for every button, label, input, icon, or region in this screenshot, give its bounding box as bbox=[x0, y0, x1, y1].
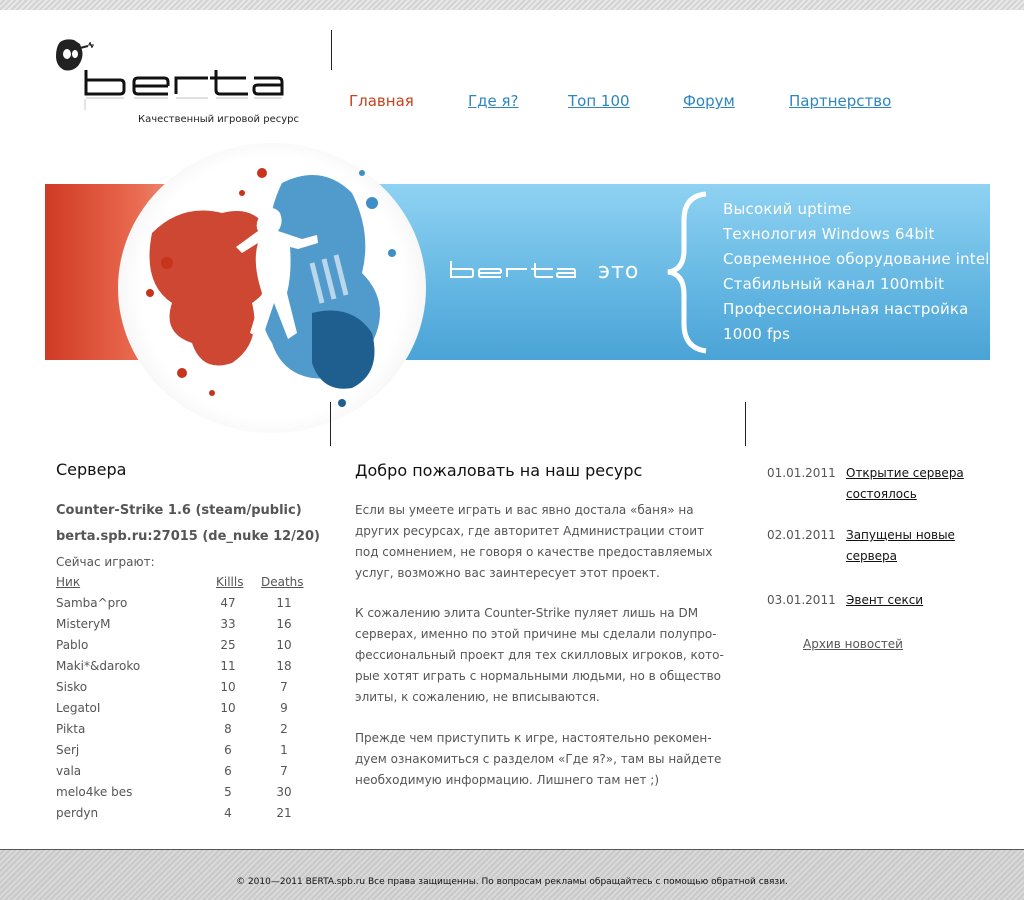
nav-partnership[interactable]: Партнерство bbox=[789, 92, 892, 110]
site-tagline: Качественный игровой ресурс bbox=[138, 114, 299, 125]
player-name: Sisko bbox=[56, 680, 88, 694]
player-kills: 5 bbox=[224, 785, 232, 799]
player-row bbox=[56, 743, 316, 764]
welcome-line: К сожалению элита Counter-Strike пуляет лишь на DM bbox=[355, 606, 699, 620]
welcome-line: элиты, к сожалению, не вписываются. bbox=[355, 690, 600, 704]
news-title-line: Открытие сервера bbox=[846, 466, 964, 480]
player-row bbox=[56, 785, 316, 806]
banner-splash-image bbox=[112, 143, 432, 433]
player-deaths: 2 bbox=[280, 722, 288, 736]
news-archive-link[interactable]: Архив новостей bbox=[803, 637, 903, 651]
player-kills: 10 bbox=[220, 680, 236, 694]
top-stripe bbox=[0, 0, 1024, 10]
nav-forum[interactable]: Форум bbox=[683, 92, 735, 110]
player-name: vala bbox=[56, 764, 82, 778]
footer-text: © 2010—2011 BERTA.spb.ru Все права защищенны. По вопросам рекламы обращайтесь с помощью обратной связи. bbox=[236, 877, 788, 887]
site-logo[interactable] bbox=[54, 38, 304, 130]
welcome-line: фессиональный проект для тех скилловых игроков, кото- bbox=[355, 648, 724, 662]
welcome-line: Прежде чем приступить к игре, настоятельно рекомен- bbox=[355, 731, 712, 745]
welcome-line: необходимую информацию. Лишнего там нет ;) bbox=[355, 773, 660, 787]
player-name: Samba^pro bbox=[56, 596, 128, 610]
player-deaths: 10 bbox=[276, 638, 292, 652]
player-kills: 33 bbox=[220, 617, 236, 631]
player-row bbox=[56, 701, 316, 722]
welcome-line: других ресурсах, где авторитет Администрации стоит bbox=[355, 524, 705, 538]
player-deaths: 9 bbox=[280, 701, 288, 715]
nav-top100[interactable]: Топ 100 bbox=[568, 92, 630, 110]
nav-where-am-i[interactable]: Где я? bbox=[468, 92, 519, 110]
player-name: MisteryM bbox=[56, 617, 111, 631]
servers-title: Сервера bbox=[56, 460, 127, 479]
nav-home[interactable]: Главная bbox=[349, 92, 414, 110]
welcome-section bbox=[355, 461, 735, 787]
player-name: melo4ke bes bbox=[56, 785, 133, 799]
banner-features bbox=[723, 197, 990, 347]
player-kills: 8 bbox=[224, 722, 232, 736]
welcome-line: рые хотят играть с нормальными людьми, но в общество bbox=[355, 669, 721, 683]
player-row bbox=[56, 764, 316, 785]
player-deaths: 7 bbox=[280, 764, 288, 778]
player-kills: 6 bbox=[224, 764, 232, 778]
player-name: perdyn bbox=[56, 806, 99, 820]
player-row bbox=[56, 596, 316, 617]
player-deaths: 21 bbox=[276, 806, 292, 820]
column-header-deaths[interactable]: Deaths bbox=[261, 575, 304, 589]
player-kills: 4 bbox=[224, 806, 232, 820]
player-kills: 47 bbox=[220, 596, 236, 610]
feature-item: 1000 fps bbox=[723, 325, 791, 343]
feature-item: Технология Windows 64bit bbox=[723, 225, 935, 243]
players-table bbox=[56, 575, 316, 827]
player-kills: 25 bbox=[220, 638, 236, 652]
player-row bbox=[56, 806, 316, 827]
news-date: 03.01.2011 bbox=[767, 593, 836, 607]
feature-item: Профессиональная настройка bbox=[723, 300, 969, 318]
player-kills: 6 bbox=[224, 743, 232, 757]
player-deaths: 18 bbox=[276, 659, 292, 673]
feature-item: Современное оборудование intel bbox=[723, 250, 990, 268]
player-deaths: 7 bbox=[280, 680, 288, 694]
player-row bbox=[56, 638, 316, 659]
news-link[interactable] bbox=[846, 525, 955, 567]
welcome-line: Если вы умеете играть и вас явно достала «баня» на bbox=[355, 503, 694, 517]
welcome-line: услуг, возможно вас заинтересует этот проект. bbox=[355, 566, 660, 580]
banner-eto: это bbox=[598, 259, 640, 284]
player-row bbox=[56, 659, 316, 680]
player-deaths: 30 bbox=[276, 785, 292, 799]
player-kills: 11 bbox=[220, 659, 236, 673]
news-date: 01.01.2011 bbox=[767, 466, 836, 480]
player-name: Pikta bbox=[56, 722, 86, 736]
player-kills: 10 bbox=[220, 701, 236, 715]
welcome-title: Добро пожаловать на наш ресурс bbox=[355, 461, 643, 480]
player-deaths: 16 bbox=[276, 617, 292, 631]
player-name: Maki*&daroko bbox=[56, 659, 141, 673]
banner-brace bbox=[662, 190, 710, 355]
news-title-line: сервера bbox=[846, 549, 898, 563]
player-row bbox=[56, 680, 316, 701]
banner-berta-logo bbox=[449, 259, 579, 285]
divider-right bbox=[745, 402, 746, 446]
news-link[interactable] bbox=[846, 463, 964, 505]
player-row bbox=[56, 617, 316, 638]
counter-strike-splash-icon bbox=[112, 143, 432, 433]
player-deaths: 11 bbox=[276, 596, 292, 610]
column-header-kills[interactable]: Killls bbox=[216, 575, 244, 589]
main-nav bbox=[0, 92, 1024, 112]
news-title-line: состоялось bbox=[846, 487, 917, 501]
welcome-line: серверах, именно по этой причине мы сделали полупро- bbox=[355, 627, 717, 641]
footer bbox=[0, 849, 1024, 900]
server-address: berta.spb.ru:27015 (de_nuke 12/20) bbox=[56, 529, 320, 544]
welcome-line: под сомнением, не говоря о качестве предоставляемых bbox=[355, 545, 713, 559]
column-header-nick[interactable]: Ник bbox=[56, 575, 81, 589]
divider-left bbox=[330, 402, 331, 446]
player-name: LegatoI bbox=[56, 701, 101, 715]
divider-top bbox=[331, 30, 332, 70]
player-row bbox=[56, 722, 316, 743]
servers-panel bbox=[56, 460, 320, 820]
feature-item: Высокий uptime bbox=[723, 200, 852, 218]
server-game: Counter-Strike 1.6 (steam/public) bbox=[56, 503, 302, 518]
news-date: 02.01.2011 bbox=[767, 528, 836, 542]
news-title-line: Запущены новые bbox=[846, 528, 955, 542]
player-name: Serj bbox=[56, 743, 80, 757]
news-link[interactable]: Эвент секси bbox=[846, 593, 924, 607]
playing-label: Сейчас играют: bbox=[56, 555, 155, 569]
player-deaths: 1 bbox=[280, 743, 288, 757]
feature-item: Стабильный канал 100mbit bbox=[723, 275, 945, 293]
player-name: Pablo bbox=[56, 638, 89, 652]
welcome-line: дуем ознакомиться с разделом «Где я?», там вы найдете bbox=[355, 752, 722, 766]
players-table-header bbox=[56, 575, 316, 596]
